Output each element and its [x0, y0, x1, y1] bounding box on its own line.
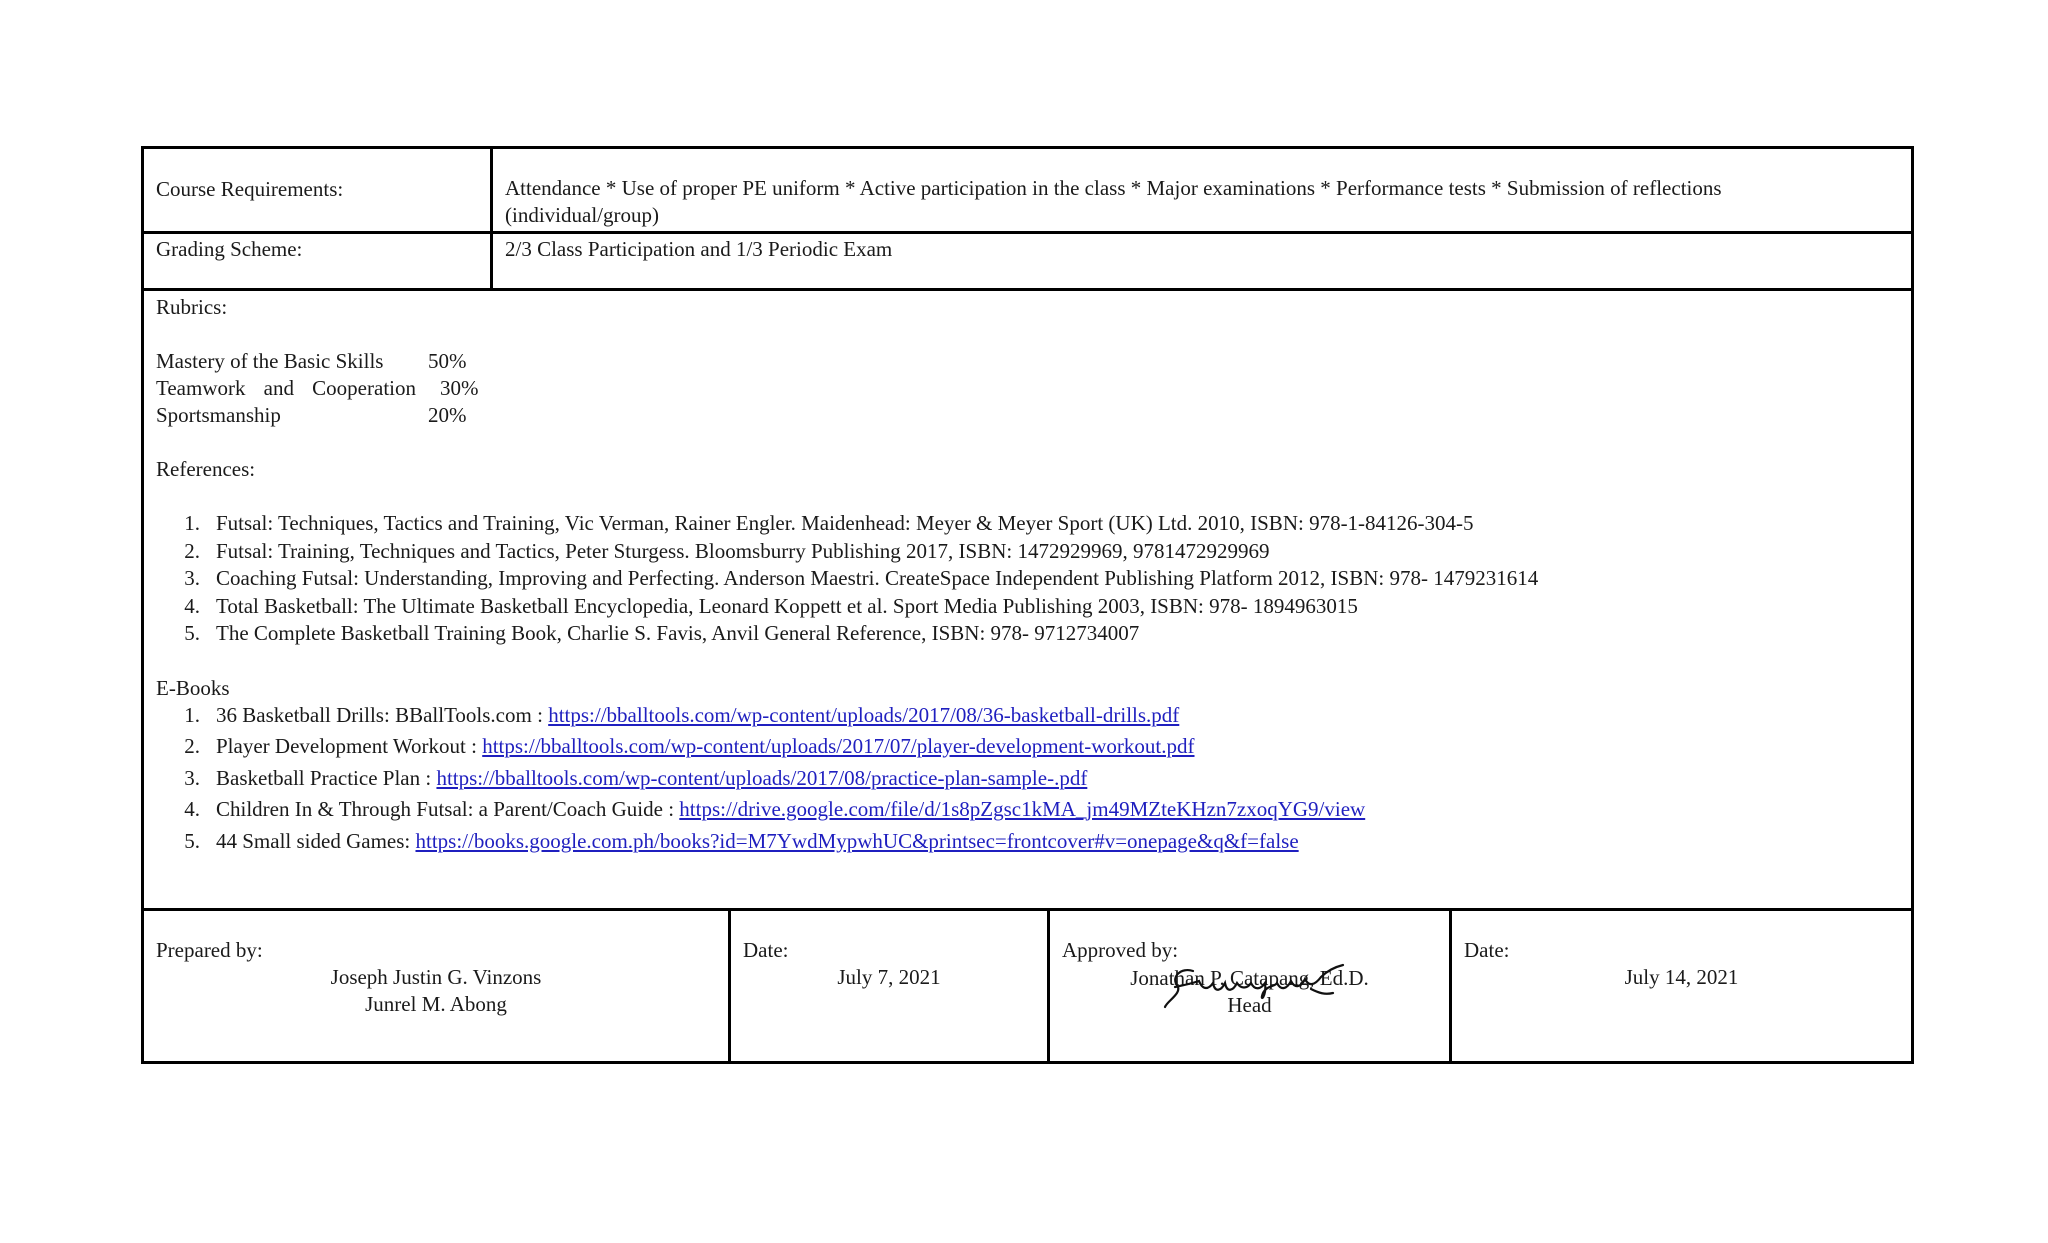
- approved-date-label: Date:: [1464, 938, 1510, 962]
- ebooks-list: [156, 702, 1899, 860]
- approved-by-cell: [1050, 911, 1452, 1061]
- ebook-number: 4.: [184, 797, 200, 821]
- rubric-name: Sportsmanship: [156, 403, 281, 427]
- course-requirements-label: Course Requirements:: [144, 149, 493, 231]
- reference-number: 4.: [184, 593, 200, 618]
- ebook-item: [156, 733, 1899, 765]
- ebook-text: Player Development Workout :: [216, 734, 483, 758]
- reference-number: 2.: [184, 538, 200, 563]
- reference-item: [156, 510, 1899, 538]
- reference-text: Futsal: Techniques, Tactics and Training, Vic Verman, Rainer Engler. Maidenhead: Meyer & Meyer Sport (UK) Ltd. 2010, ISBN: 978-1-84126-304-5: [216, 511, 1474, 535]
- ebook-text: 44 Small sided Games:: [216, 828, 416, 853]
- prepared-date-value: July 7, 2021: [837, 965, 941, 989]
- signature-image: [1163, 963, 1348, 1011]
- ebook-number: 2.: [184, 734, 200, 758]
- ebook-number: 3.: [184, 765, 200, 790]
- ebook-link[interactable]: https://bballtools.com/wp-content/uploads/2017/08/36-basketball-drills.pdf: [548, 702, 1180, 727]
- rubric-item: [156, 375, 1899, 402]
- reference-text: Futsal: Training, Techniques and Tactics, Peter Sturgess. Bloomsburry Publishing 2017, ISBN: 1472929969, 9781472929969: [216, 538, 1270, 563]
- ebook-link[interactable]: https://bballtools.com/wp-content/uploads/2017/08/practice-plan-sample-.pdf: [436, 765, 1088, 790]
- rubric-item: [156, 402, 1899, 429]
- grading-scheme-label: Grading Scheme:: [144, 234, 493, 288]
- preparer-name: Junrel M. Abong: [365, 992, 507, 1016]
- rubric-percent: 50%: [428, 349, 467, 373]
- reference-number: 5.: [184, 621, 200, 645]
- course-requirements-value: Attendance * Use of proper PE uniform * Active participation in the class * Major examinations * Performance tests * Submission of reflections (individual/group): [505, 176, 1722, 227]
- course-requirements-row: [144, 149, 1911, 234]
- references-title: References:: [156, 457, 256, 481]
- reference-item: [156, 565, 1899, 593]
- ebook-number: 1.: [184, 702, 200, 727]
- approved-by-label: Approved by:: [1062, 938, 1179, 962]
- ebook-item: [156, 765, 1899, 797]
- rubrics-references-section: [144, 291, 1911, 911]
- rubric-name-word: Cooperation: [312, 376, 416, 400]
- reference-item: [156, 620, 1899, 648]
- ebook-link[interactable]: https://drive.google.com/file/d/1s8pZgsc1kMA_jm49MZteKHzn7zxoqYG9/view: [679, 797, 1366, 821]
- syllabus-table: [141, 146, 1914, 1064]
- rubric-name: Mastery of the Basic Skills: [156, 349, 384, 373]
- rubrics-list: [156, 348, 1899, 429]
- ebook-link[interactable]: https://bballtools.com/wp-content/uploads/2017/07/player-development-workout.pdf: [482, 734, 1195, 758]
- reference-number: 1.: [184, 511, 200, 535]
- ebooks-title: E-Books: [156, 675, 230, 700]
- grading-scheme-value: 2/3 Class Participation and 1/3 Periodic Exam: [505, 237, 893, 261]
- prepared-date-cell: [731, 911, 1050, 1061]
- grading-scheme-row: [144, 234, 1911, 291]
- ebook-text: Basketball Practice Plan :: [216, 765, 437, 790]
- approved-date-value: July 14, 2021: [1624, 965, 1739, 989]
- prepared-by-label: Prepared by:: [156, 938, 263, 962]
- reference-text: Coaching Futsal: Understanding, Improving and Perfecting. Anderson Maestri. CreateSpace Independent Publishing Platform 2012, ISBN: 978- 1479231614: [216, 566, 1539, 590]
- rubric-percent: 30%: [440, 376, 479, 400]
- ebook-text: Children In & Through Futsal: a Parent/Coach Guide :: [216, 797, 680, 821]
- reference-text: Total Basketball: The Ultimate Basketball Encyclopedia, Leonard Koppett et al. Sport Media Publishing 2003, ISBN: 978- 1894963015: [216, 593, 1358, 618]
- rubrics-title: Rubrics:: [156, 295, 228, 319]
- approver-title: Head: [1227, 993, 1272, 1017]
- rubric-name-word: and: [263, 376, 294, 400]
- rubric-item: [156, 348, 1899, 375]
- signoff-row: [144, 911, 1911, 1061]
- reference-item: [156, 538, 1899, 566]
- reference-text: The Complete Basketball Training Book, Charlie S. Favis, Anvil General Reference, ISBN: 978- 9712734007: [216, 621, 1140, 645]
- rubric-percent: 20%: [428, 403, 467, 427]
- ebook-link[interactable]: https://books.google.com.ph/books?id=M7YwdMypwhUC&printsec=frontcover#v=onepage&q&f=false: [415, 828, 1299, 853]
- rubric-name-word: Teamwork: [156, 376, 246, 400]
- preparer-name: Joseph Justin G. Vinzons: [330, 965, 542, 989]
- prepared-by-cell: [144, 911, 731, 1061]
- reference-item: [156, 593, 1899, 621]
- ebook-item: [156, 828, 1899, 860]
- rubric-name: [156, 375, 428, 402]
- prepared-date-label: Date:: [743, 938, 789, 962]
- ebook-text: 36 Basketball Drills: BBallTools.com :: [216, 702, 549, 727]
- references-list: [156, 510, 1899, 648]
- reference-number: 3.: [184, 566, 200, 590]
- approver-name: Jonathan P. Catapang, Ed.D.: [1130, 966, 1369, 990]
- ebook-item: [156, 702, 1899, 734]
- ebook-number: 5.: [184, 828, 200, 853]
- ebook-item: [156, 796, 1899, 828]
- approved-date-cell: [1452, 911, 1911, 1061]
